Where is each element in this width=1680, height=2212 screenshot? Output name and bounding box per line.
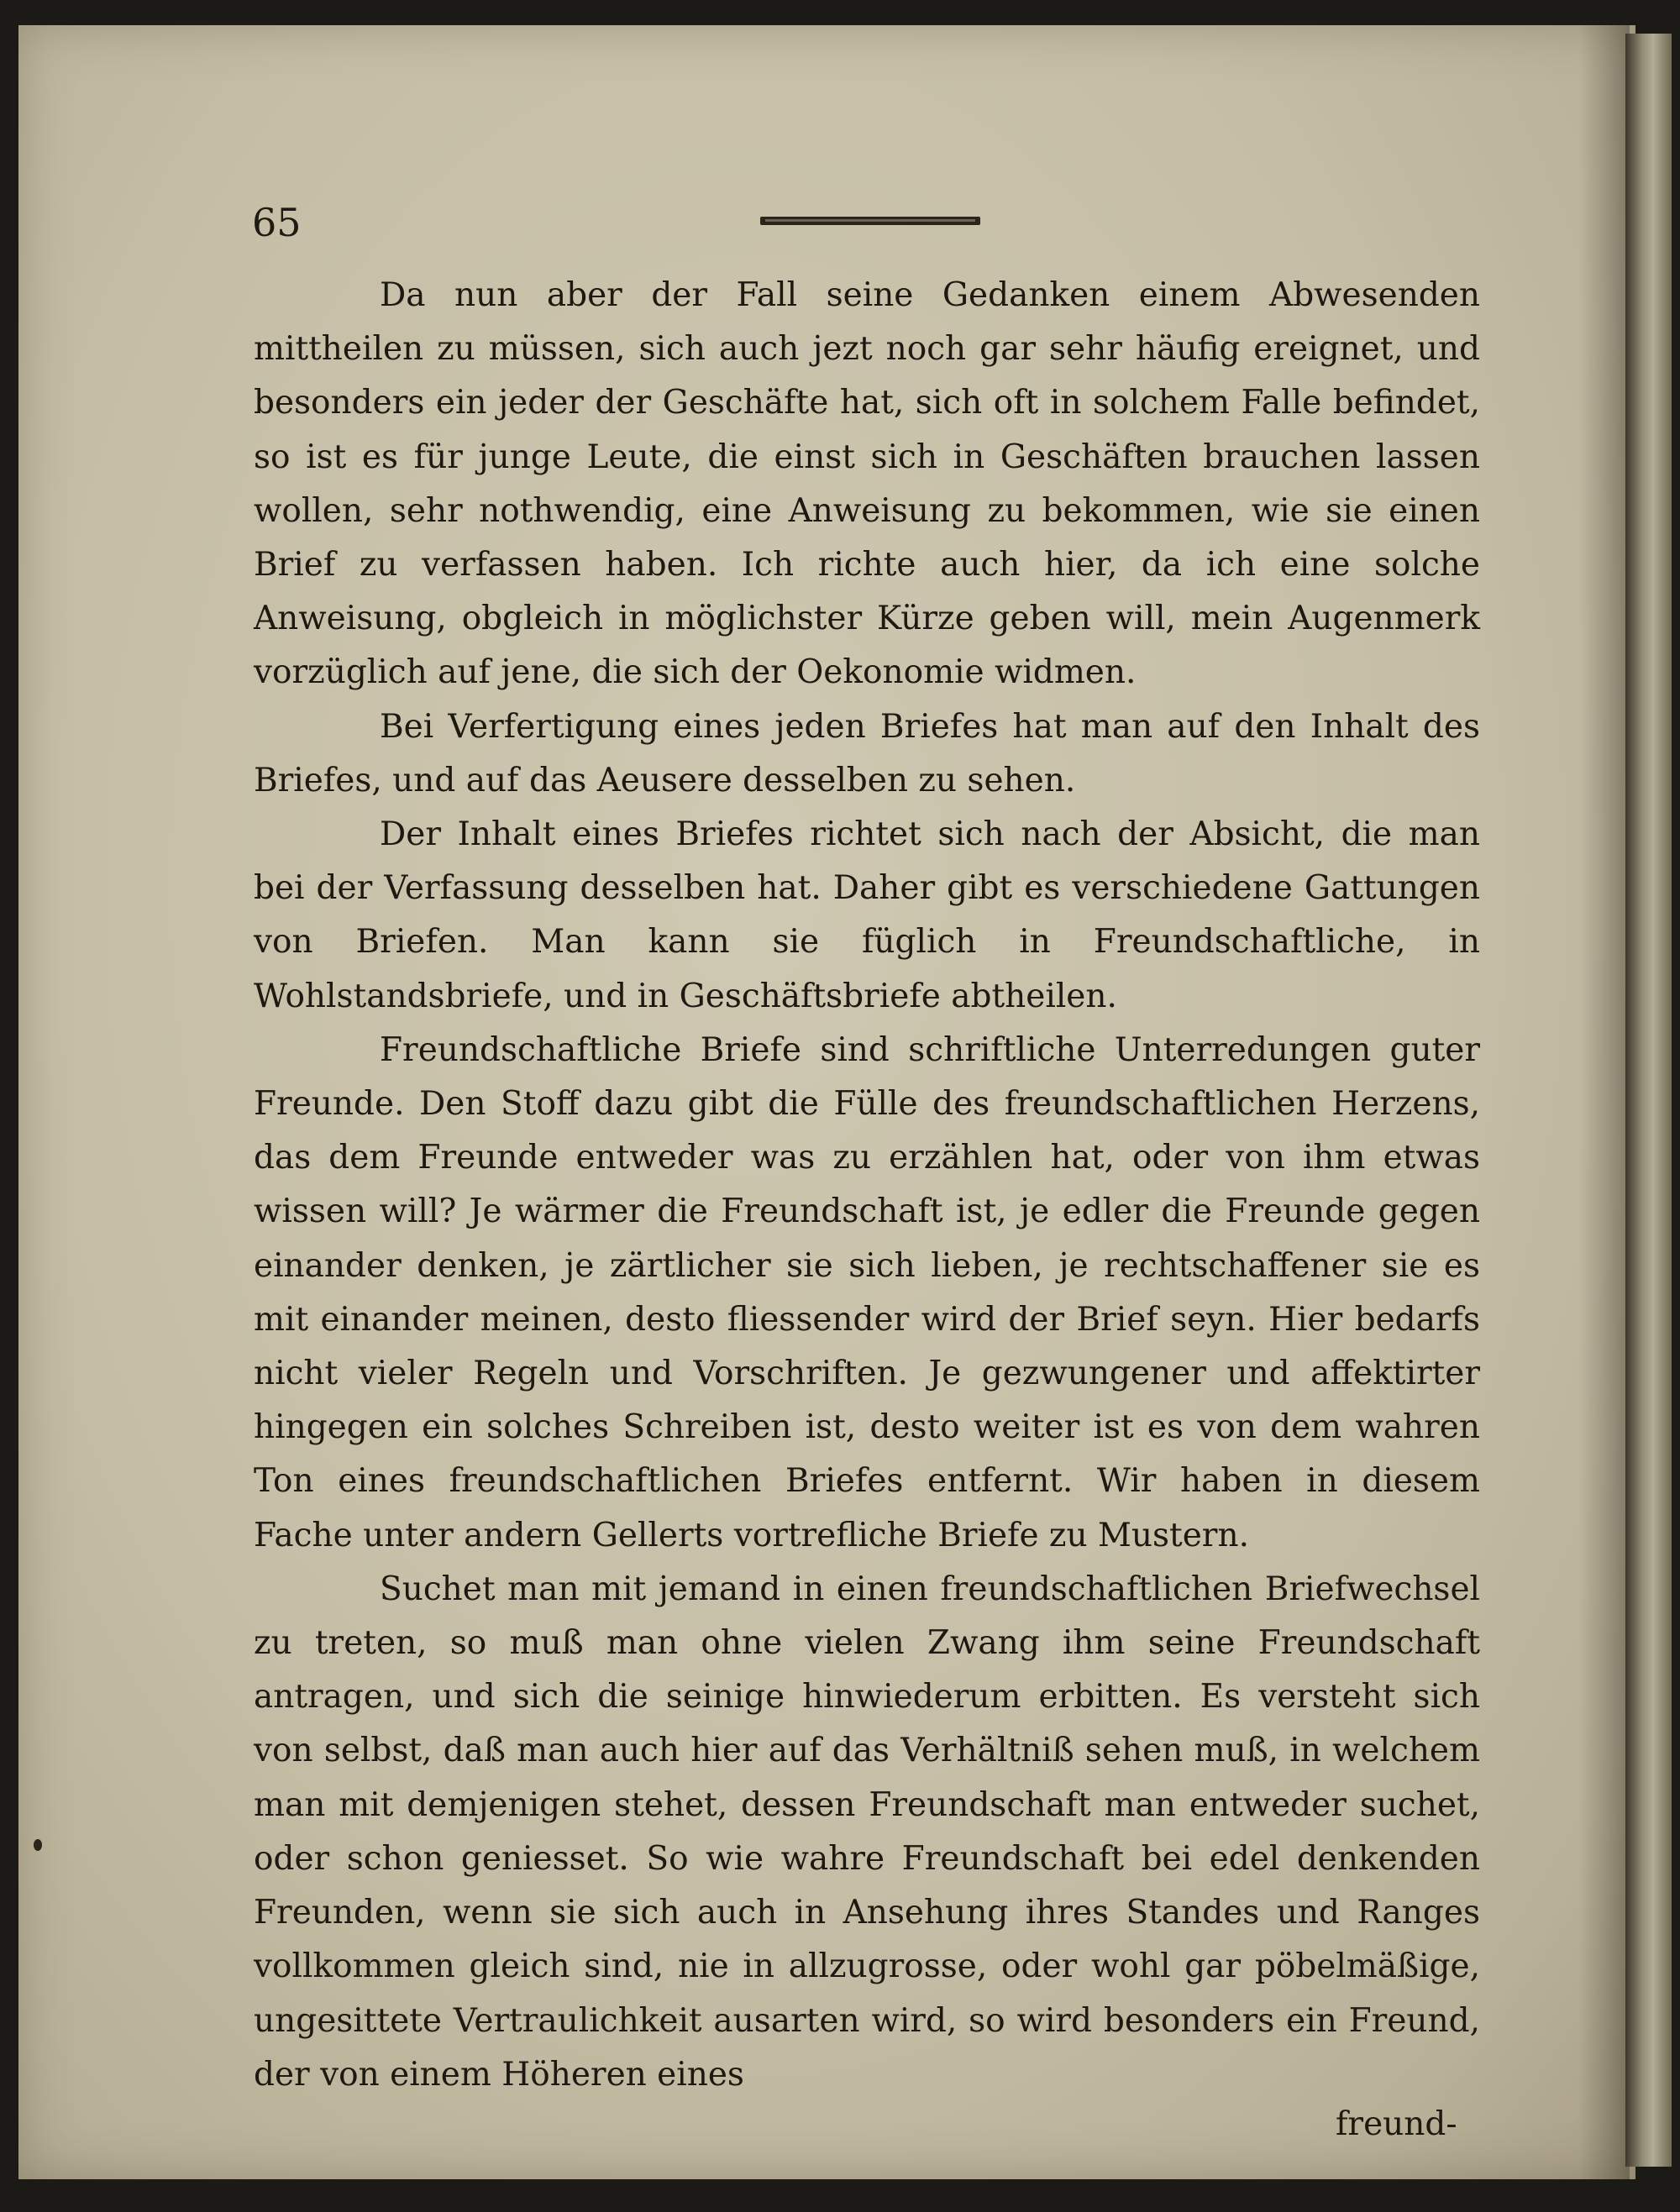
ink-speck bbox=[34, 1839, 42, 1851]
paragraph-5: Suchet man mit jemand in einen freundschaftlichen Briefwechsel zu treten, so muß man ohne vielen Zwang ihm seine Freundschaft antragen, und sich die seinige hinwiederum erbitten. Es versteht sich von selbst, daß man auch hier auf das Verhältniß sehen muß, in welchem man mit demjenigen stehet, dessen Freundschaft man entweder suchet, oder schon geniesset. So wie wahre Freundschaft bei edel denkenden Freunden, wenn sie sich auch in Ansehung ihres Standes und Ranges vollkommen gleich sind, nie in allzugrosse, oder wohl gar pöbelmäßige, ungesittete Vertraulichkeit ausarten wird, so wird besonders ein Freund, der von einem Höheren eines bbox=[254, 1570, 1480, 2094]
catchword: freund- bbox=[1336, 2105, 1457, 2143]
paragraph-4: Freundschaftliche Briefe sind schriftliche Unterredungen guter Freunde. Den Stoff dazu gibt die Fülle des freundschaftlichen Herzens, das dem Freunde entweder was zu erzählen hat, oder von ihm etwas wissen will? Je wärmer die Freundschaft ist, je edler die Freunde gegen einander denken, je zärtlicher sie sich lieben, je rechtschaffener sie es mit einander meinen, desto fliessender wird der Brief seyn. Hier bedarfs nicht vieler Regeln und Vorschriften. Je gezwungener und affektirter hingegen ein solches Schreiben ist, desto weiter ist es von dem wahren Ton eines freundschaftlichen Briefes entfernt. Wir haben in diesem Fache unter andern Gellerts vortrefliche Briefe zu Mustern. bbox=[254, 1030, 1480, 1554]
page-edge bbox=[1625, 34, 1672, 2167]
paragraph-3: Der Inhalt eines Briefes richtet sich nach der Absicht, die man bei der Verfassung desselben hat. Daher gibt es verschiedene Gattungen von Briefen. Man kann sie füglich in Freundschaftliche, in Wohlstandsbriefe, und in Geschäftsbriefe abtheilen. bbox=[254, 815, 1480, 1015]
body-text bbox=[254, 269, 1480, 2102]
page-gutter-shadow bbox=[1579, 25, 1630, 2179]
header-ornament-rule bbox=[760, 217, 980, 225]
page-number: 65 bbox=[252, 200, 302, 245]
paragraph-2: Bei Verfertigung eines jeden Briefes hat man auf den Inhalt des Briefes, und auf das Aeusere desselben zu sehen. bbox=[254, 707, 1480, 799]
paragraph-1: Da nun aber der Fall seine Gedanken einem Abwesenden mittheilen zu müssen, sich auch jezt noch gar sehr häufig ereignet, und besonders ein jeder der Geschäfte hat, sich oft in solchem Falle befindet, so ist es für junge Leute, die einst sich in Geschäften brauchen lassen wollen, sehr nothwendig, eine Anweisung zu bekommen, wie sie einen Brief zu verfassen haben. Ich richte auch hier, da ich eine solche Anweisung, obgleich in möglichster Kürze geben will, mein Augenmerk vorzüglich auf jene, die sich der Oekonomie widmen. bbox=[254, 276, 1480, 692]
